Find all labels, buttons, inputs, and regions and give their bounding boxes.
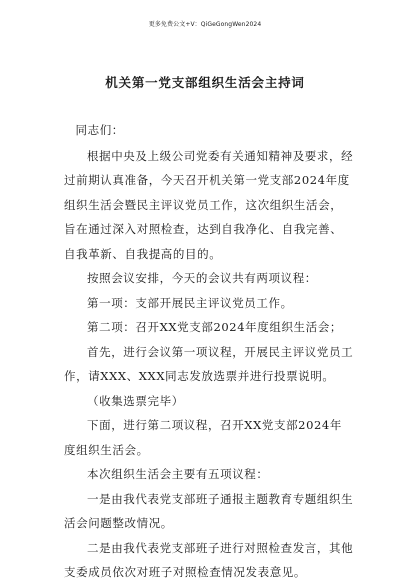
document-body <box>64 118 354 585</box>
paragraph: 一是由我代表党支部班子通报主题教育专题组织生活会问题整改情况。 <box>64 491 354 530</box>
paragraph: （收集选票完毕） <box>87 393 184 408</box>
paragraph: 根据中央及上级公司党委有关通知精神及要求，经过前期认真准备，今天召开机关第一党支部2024年度组织生活会暨民主评议党员工作，这次组织生活会，旨在通过深入对照检查，达到自我净化、自我完善、自我革新、自我提高的目的。 <box>64 148 354 261</box>
page-header-note: 更多免费公文+V：QiGeGongWen2024 <box>148 21 262 28</box>
paragraph: 二是由我代表党支部班子进行对照检查发言，其他支委成员依次对班子对照检查情况发表意见。 <box>64 540 354 579</box>
paragraph: 按照会议安排，今天的会议共有两项议程： <box>87 271 317 285</box>
paragraph: 第一项：支部开展民主评议党员工作。 <box>87 295 293 310</box>
paragraph: 首先，进行会议第一项议程，开展民主评议党员工作，请XXX、XXX同志发放选票并进行投票说明。 <box>64 344 354 383</box>
paragraph: 第二项：召开XX党支部2024年度组织生活会； <box>87 320 342 334</box>
salutation: 同志们： <box>75 123 124 137</box>
paragraph: 下面，进行第二项议程，召开XX党支部2024年度组织生活会。 <box>64 418 342 457</box>
paragraph: 本次组织生活会主要有五项议程： <box>87 467 269 481</box>
document-title: 机关第一党支部组织生活会主持词 <box>105 75 305 90</box>
